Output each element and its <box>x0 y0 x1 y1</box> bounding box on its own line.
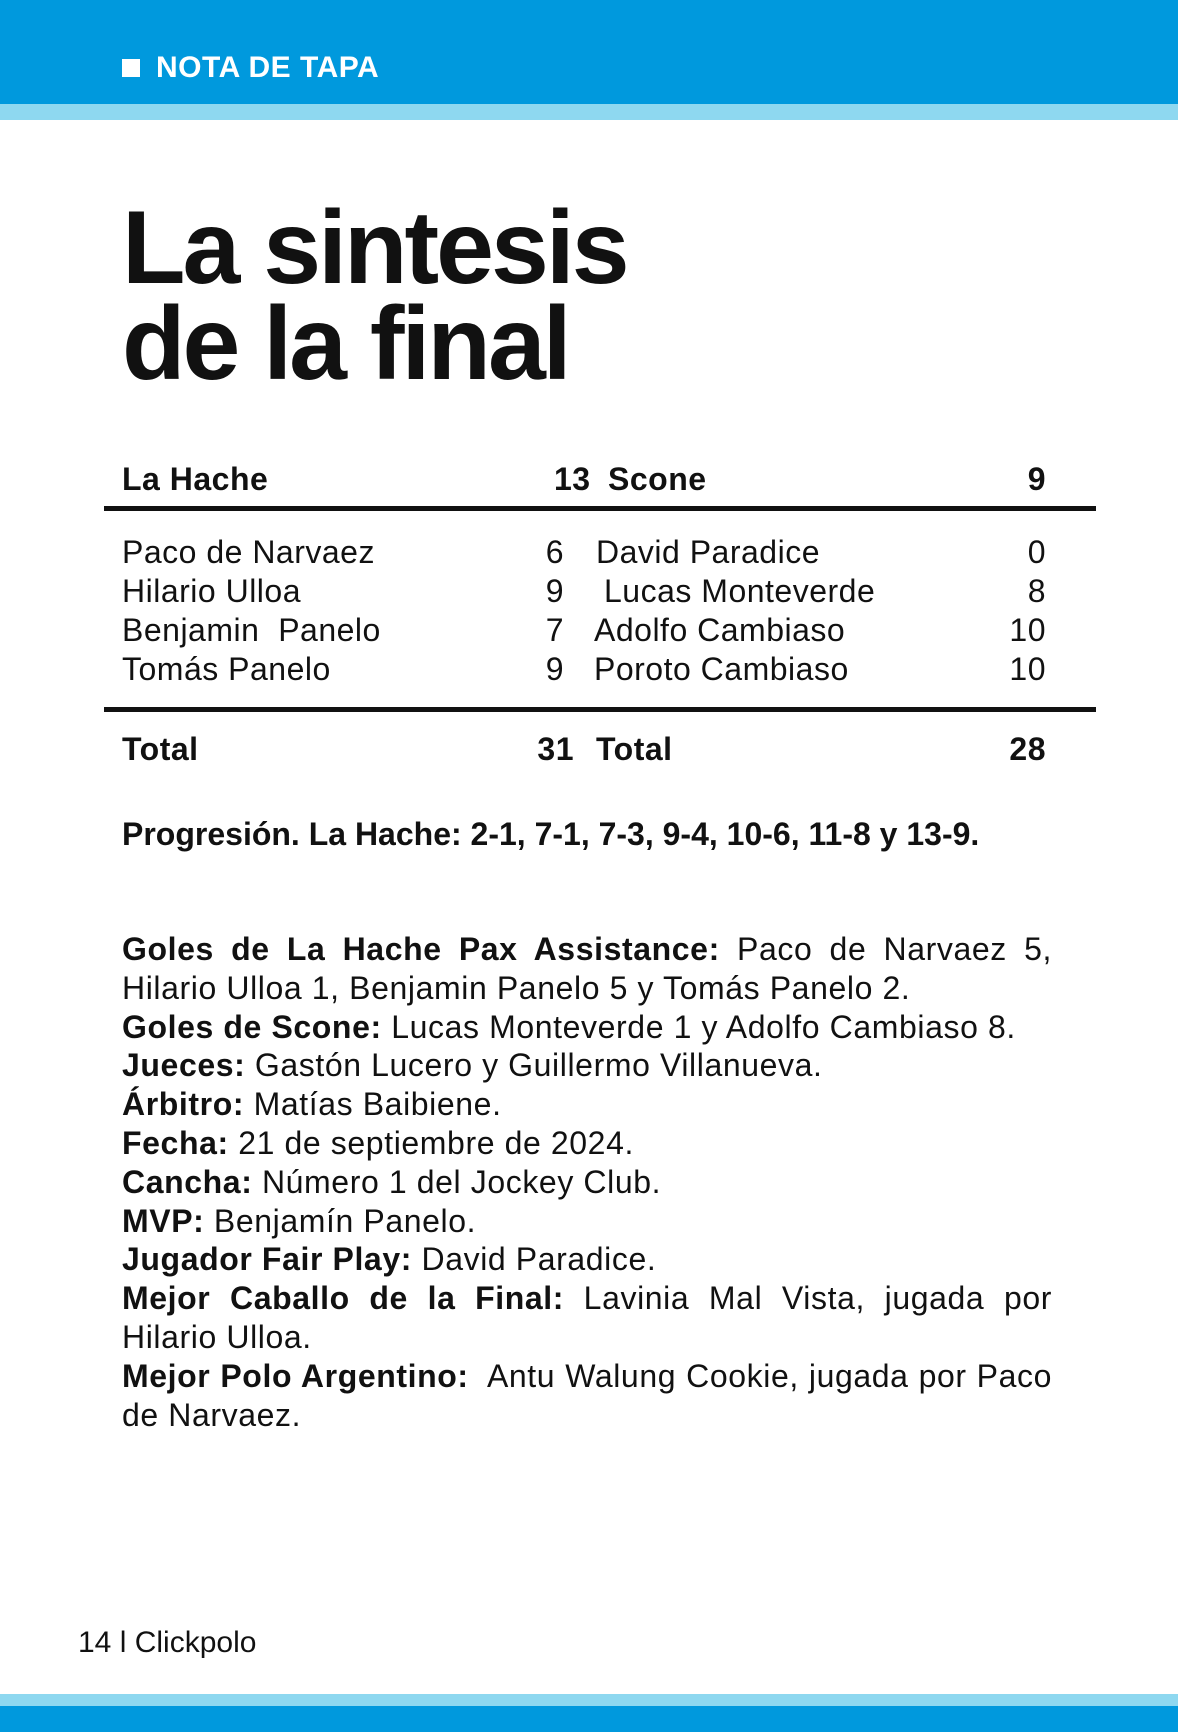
detail-item <box>122 1124 1052 1163</box>
detail-label: Fecha: <box>122 1124 229 1161</box>
detail-label: Árbitro: <box>122 1086 245 1123</box>
detail-label: Goles de Scone: <box>122 1008 382 1045</box>
page-footer: 14 l Clickpolo <box>78 1626 257 1659</box>
team2-player: Poroto Cambiaso <box>594 651 849 687</box>
team2-handicap: 0 <box>1027 534 1046 570</box>
team2-name: Scone <box>608 461 707 497</box>
player-row <box>104 650 1096 689</box>
detail-label: Cancha: <box>122 1163 253 1200</box>
score-table <box>104 460 1096 769</box>
team2-score: 9 <box>1027 461 1046 497</box>
detail-label: Mejor Polo Argentino: <box>122 1357 469 1394</box>
detail-value: Benjamín Panelo. <box>204 1202 477 1239</box>
square-bullet-icon <box>122 59 140 77</box>
detail-item <box>122 1085 1052 1124</box>
detail-value: 21 de septiembre de 2024. <box>228 1124 634 1161</box>
header-stripe <box>0 104 1178 120</box>
team1-handicap: 9 <box>545 651 564 687</box>
team1-handicap: 7 <box>545 612 564 648</box>
team2-total: 28 <box>1009 731 1046 767</box>
detail-label: MVP: <box>122 1202 205 1239</box>
team2-player: David Paradice <box>596 534 820 570</box>
section-label <box>122 50 379 86</box>
player-row <box>104 572 1096 611</box>
detail-value: Gastón Lucero y Guillermo Villanueva. <box>245 1047 823 1084</box>
section-label-text: NOTA DE TAPA <box>156 51 380 84</box>
totals-rule <box>104 707 1096 712</box>
detail-value: Matías Baibiene. <box>244 1086 502 1123</box>
detail-label: Jugador Fair Play: <box>122 1241 412 1278</box>
detail-value: Antu Walung Cookie, jugada por Paco de Narvaez. <box>122 1357 1062 1433</box>
detail-label: Mejor Caballo de la Final: <box>122 1280 565 1317</box>
score-header-row <box>104 460 1096 499</box>
page-title <box>122 190 627 402</box>
team1-player: Paco de Narvaez <box>122 534 375 570</box>
team1-handicap: 9 <box>545 573 564 609</box>
detail-item <box>122 1046 1052 1085</box>
detail-value: Lavinia Mal Vista, jugada por Hilario Ulloa. <box>122 1280 1053 1355</box>
detail-item <box>122 1008 1052 1047</box>
totals-row <box>104 730 1096 769</box>
team2-handicap: 8 <box>1027 573 1046 609</box>
detail-value: Número 1 del Jockey Club. <box>252 1163 662 1200</box>
detail-label: Goles de La Hache Pax Assistance: <box>122 931 720 967</box>
match-details <box>122 930 1062 1434</box>
player-row <box>104 611 1096 650</box>
header-rule <box>104 506 1096 511</box>
team1-player: Hilario Ulloa <box>122 573 301 609</box>
detail-item <box>122 1202 1052 1241</box>
detail-item <box>122 1357 1062 1435</box>
detail-value: Paco de Narvaez 5, Hilario Ulloa 1, Benjamin Panelo 5 y Tomás Panelo 2. <box>122 931 1052 1006</box>
team1-player: Benjamin Panelo <box>122 612 381 648</box>
team1-name: La Hache <box>122 461 269 497</box>
team2-player: Lucas Monteverde <box>604 573 876 609</box>
team1-handicap: 6 <box>545 534 564 570</box>
detail-label: Jueces: <box>122 1047 246 1084</box>
team2-handicap: 10 <box>1009 612 1046 648</box>
title-line-1: La sintesis <box>122 190 627 306</box>
footer-stripe <box>0 1694 1178 1706</box>
team2-handicap: 10 <box>1009 651 1046 687</box>
team1-total: 31 <box>537 731 574 767</box>
player-row <box>104 533 1096 572</box>
team1-player: Tomás Panelo <box>122 651 331 687</box>
detail-value: David Paradice. <box>412 1241 657 1278</box>
team2-player: Adolfo Cambiaso <box>594 612 846 648</box>
team1-score: 13 <box>554 461 591 497</box>
title-line-2: de la final <box>122 286 569 402</box>
team2-total-label: Total <box>596 731 673 767</box>
detail-item <box>122 1279 1052 1357</box>
detail-item <box>122 930 1052 1008</box>
progression-text: Progresión. La Hache: 2-1, 7-1, 7-3, 9-4, 10-6, 11-8 y 13-9. <box>122 816 980 852</box>
detail-item <box>122 1163 1052 1202</box>
detail-item <box>122 1240 1052 1279</box>
team1-total-label: Total <box>122 731 199 767</box>
detail-value: Lucas Monteverde 1 y Adolfo Cambiaso 8. <box>381 1008 1016 1045</box>
footer-band <box>0 1706 1178 1732</box>
